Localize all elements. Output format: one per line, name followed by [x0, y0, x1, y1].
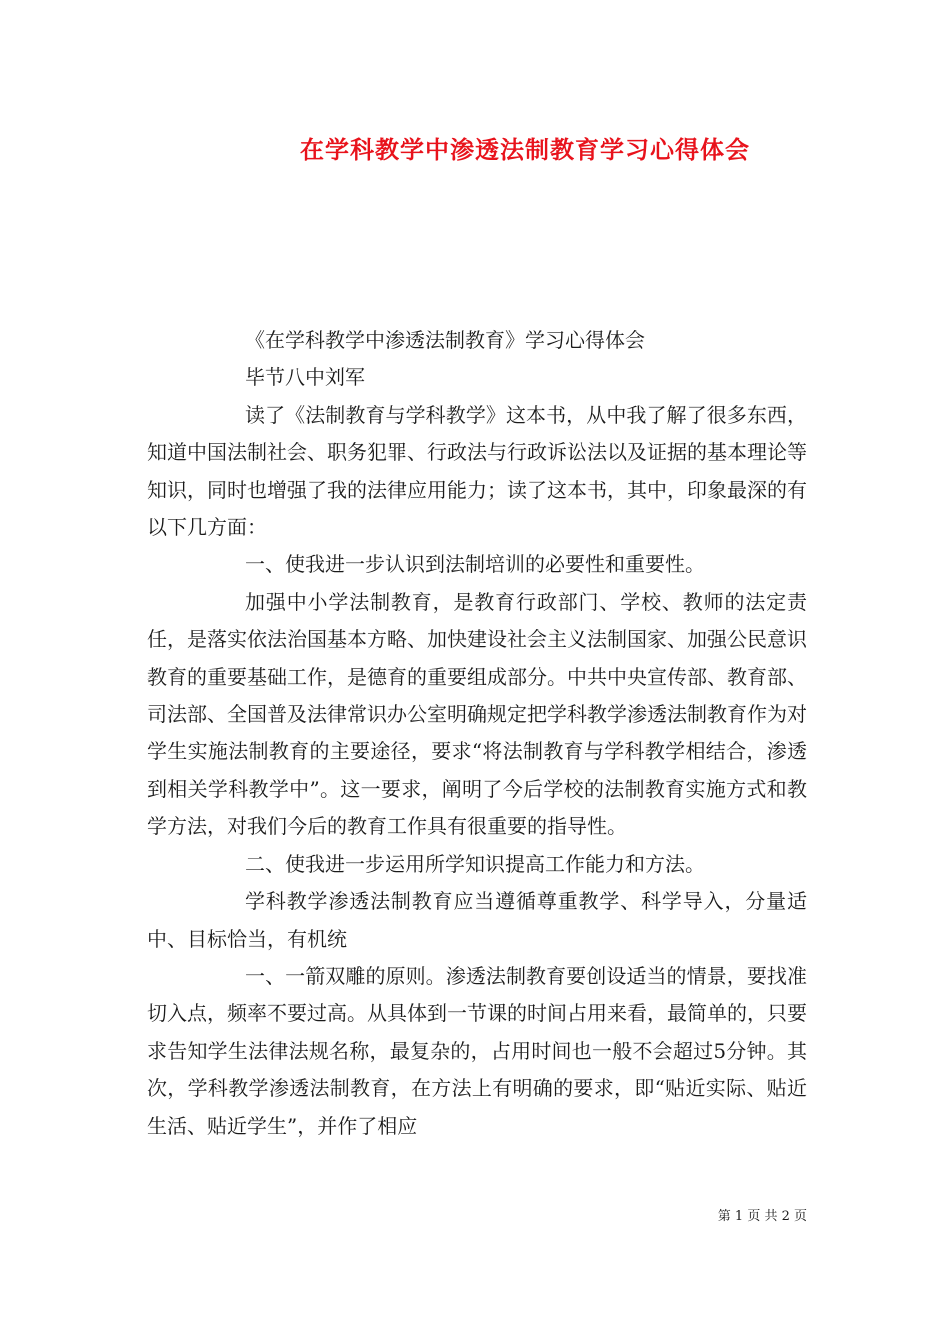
section-heading: 一、使我进一步认识到法制培训的必要性和重要性。	[245, 552, 705, 577]
paragraph: 加强中小学法制教育，是教育行政部门、学校、教师的法定责任，是落实依法治国基本方略、加快建设社会主义法制国家、加强公民意识教育的重要基础工作，是德育的重要组成部分。中共中央宣传部、教育部、司法部、全国普及法律常识办公室明确规定把学科教学渗透法制教育作为对学生实施法制教育的主要途径，要求“将法制教育与学科教学相结合，渗透到相关学科教学中”。这一要求，阐明了今后学校的法制教育实施方式和教学方法，对我们今后的教育工作具有很重要的指导性。	[147, 589, 807, 839]
paragraph: 读了《法制教育与学科教学》这本书，从中我了解了很多东西，知道中国法制社会、职务犯罪、行政法与行政诉讼法以及证据的基本理论等知识，同时也增强了我的法律应用能力；读了这本书，其中，印象最深的有以下几方面：	[147, 402, 807, 540]
paragraph-author: 毕节八中刘军	[245, 365, 365, 390]
page-number-footer: 第 1 页 共 2 页	[717, 1209, 807, 1224]
paragraph: 学科教学渗透法制教育应当遵循尊重教学、科学导入，分量适中、目标恰当，有机统	[147, 889, 807, 951]
paragraph: 一、一箭双雕的原则。渗透法制教育要创设适当的情景，要找准切入点，频率不要过高。从具体到一节课的时间占用来看，最简单的，只要求告知学生法律法规名称，最复杂的，占用时间也一般不会超过5分钟。其次，学科教学渗透法制教育，在方法上有明确的要求，即“贴近实际、贴近生活、贴近学生”，并作了相应	[147, 963, 807, 1138]
document-body	[147, 322, 807, 1145]
document-title: 在学科教学中渗透法制教育学习心得体会	[300, 135, 750, 164]
section-heading: 二、使我进一步运用所学知识提高工作能力和方法。	[245, 851, 705, 876]
paragraph-subtitle: 《在学科教学中渗透法制教育》学习心得体会	[245, 328, 645, 352]
